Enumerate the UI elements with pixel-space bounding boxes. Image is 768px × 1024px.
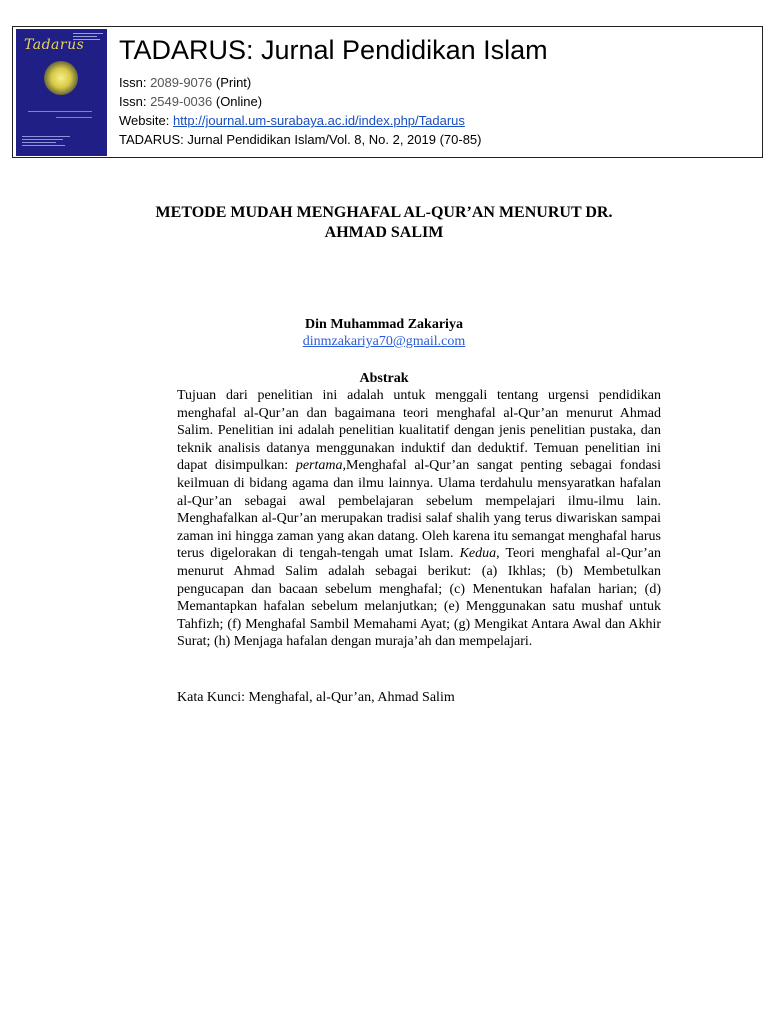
issn-print-value: 2089-9076: [150, 75, 213, 90]
website-label: Website:: [119, 113, 173, 128]
paper-title: [120, 203, 648, 243]
issn-online-suffix: (Online): [212, 94, 263, 109]
website-link[interactable]: http://journal.um-surabaya.ac.id/index.php/Tadarus: [172, 113, 465, 128]
issn-print-line: [119, 75, 251, 90]
cover-volume-line: [56, 117, 92, 118]
author-name: Din Muhammad Zakariya: [305, 317, 463, 332]
cover-divider: [28, 111, 92, 112]
abstract-text-3: , Teori menghafal al-Qur’an menurut Ahmad Salim adalah sebagai berikut: (a) Ikhlas; (b) Membetulkan pengucapan dan bacaan sebelum menghafal; (c) Menentukan hafalan harian; (d) Memantapkan hafalan sebelum melanjutkan; (e) Menggunakan satu mushaf untuk Tahfizh; (f) Menghafal Sambil Memahami Ayat; (g) Mengikat Antara Awal dan Akhir Surat; (h) Menjaga hafalan dengan muraja’ah dan mempelajari.: [177, 546, 661, 650]
cover-emblem-icon: [44, 61, 78, 95]
abstract-emphasis-2: Kedua: [459, 546, 497, 562]
author-email-link[interactable]: dinmzakariya70@gmail.com: [302, 334, 466, 349]
paper-title-line-2: AHMAD SALIM: [324, 224, 444, 241]
issn-online-label: Issn:: [119, 94, 151, 109]
abstract-text-2: Menghafal al-Qur’an sangat penting sebagai fondasi keilmuan di bidang agama dan ilmu lainnya. Ulama terdahulu mensyaratkan hafalan al-Qur’an sebagai awal pembelajaran sebelum mempelajari ilmu-ilmu lain. Menghafalkan al-Qur’an merupakan tradisi salaf shalih yang terus diwariskan sampai zaman ini hingga zaman yang akan datang. Oleh karena itu semangat menghafal harus terus digelorakan di tengah-tengah umat Islam.: [177, 458, 661, 562]
abstract-heading: Abstrak: [359, 371, 409, 386]
issn-online-line: [119, 94, 262, 109]
website-line: [119, 113, 465, 128]
journal-cover-image: [16, 29, 107, 156]
abstract-paragraph: [177, 387, 661, 651]
issn-online-value: 2549-0036: [150, 94, 213, 109]
issn-print-suffix: (Print): [212, 75, 252, 90]
issn-print-label: Issn:: [119, 75, 151, 90]
paper-title-line-1: METODE MUDAH MENGHAFAL AL-QUR’AN MENURUT DR.: [155, 204, 613, 221]
cover-logo-text: Tadarus: [24, 37, 85, 53]
abstract-body: [177, 387, 661, 651]
cover-publisher-text: [22, 136, 70, 148]
abstract-text-1: Tujuan dari penelitian ini adalah untuk menggali tentang urgensi pendidikan menghafal al-Qur’an dan bagaimana teori menghafal al-Qur’an menurut Ahmad Salim. Penelitian ini adalah penelitian kualitatif dengan jenis penelitian pustaka, dan teknik analisis datanya menggunakan induktif dan deduktif. Temuan penelitian ini dapat disimpulkan:: [177, 388, 661, 474]
journal-title: TADARUS: Jurnal Pendidikan Islam: [119, 35, 548, 65]
journal-citation: TADARUS: Jurnal Pendidikan Islam/Vol. 8, No. 2, 2019 (70-85): [119, 132, 482, 147]
abstract-emphasis-1: pertama,: [295, 458, 346, 474]
keywords: Kata Kunci: Menghafal, al-Qur’an, Ahmad Salim: [177, 690, 455, 705]
journal-header: [12, 26, 763, 158]
